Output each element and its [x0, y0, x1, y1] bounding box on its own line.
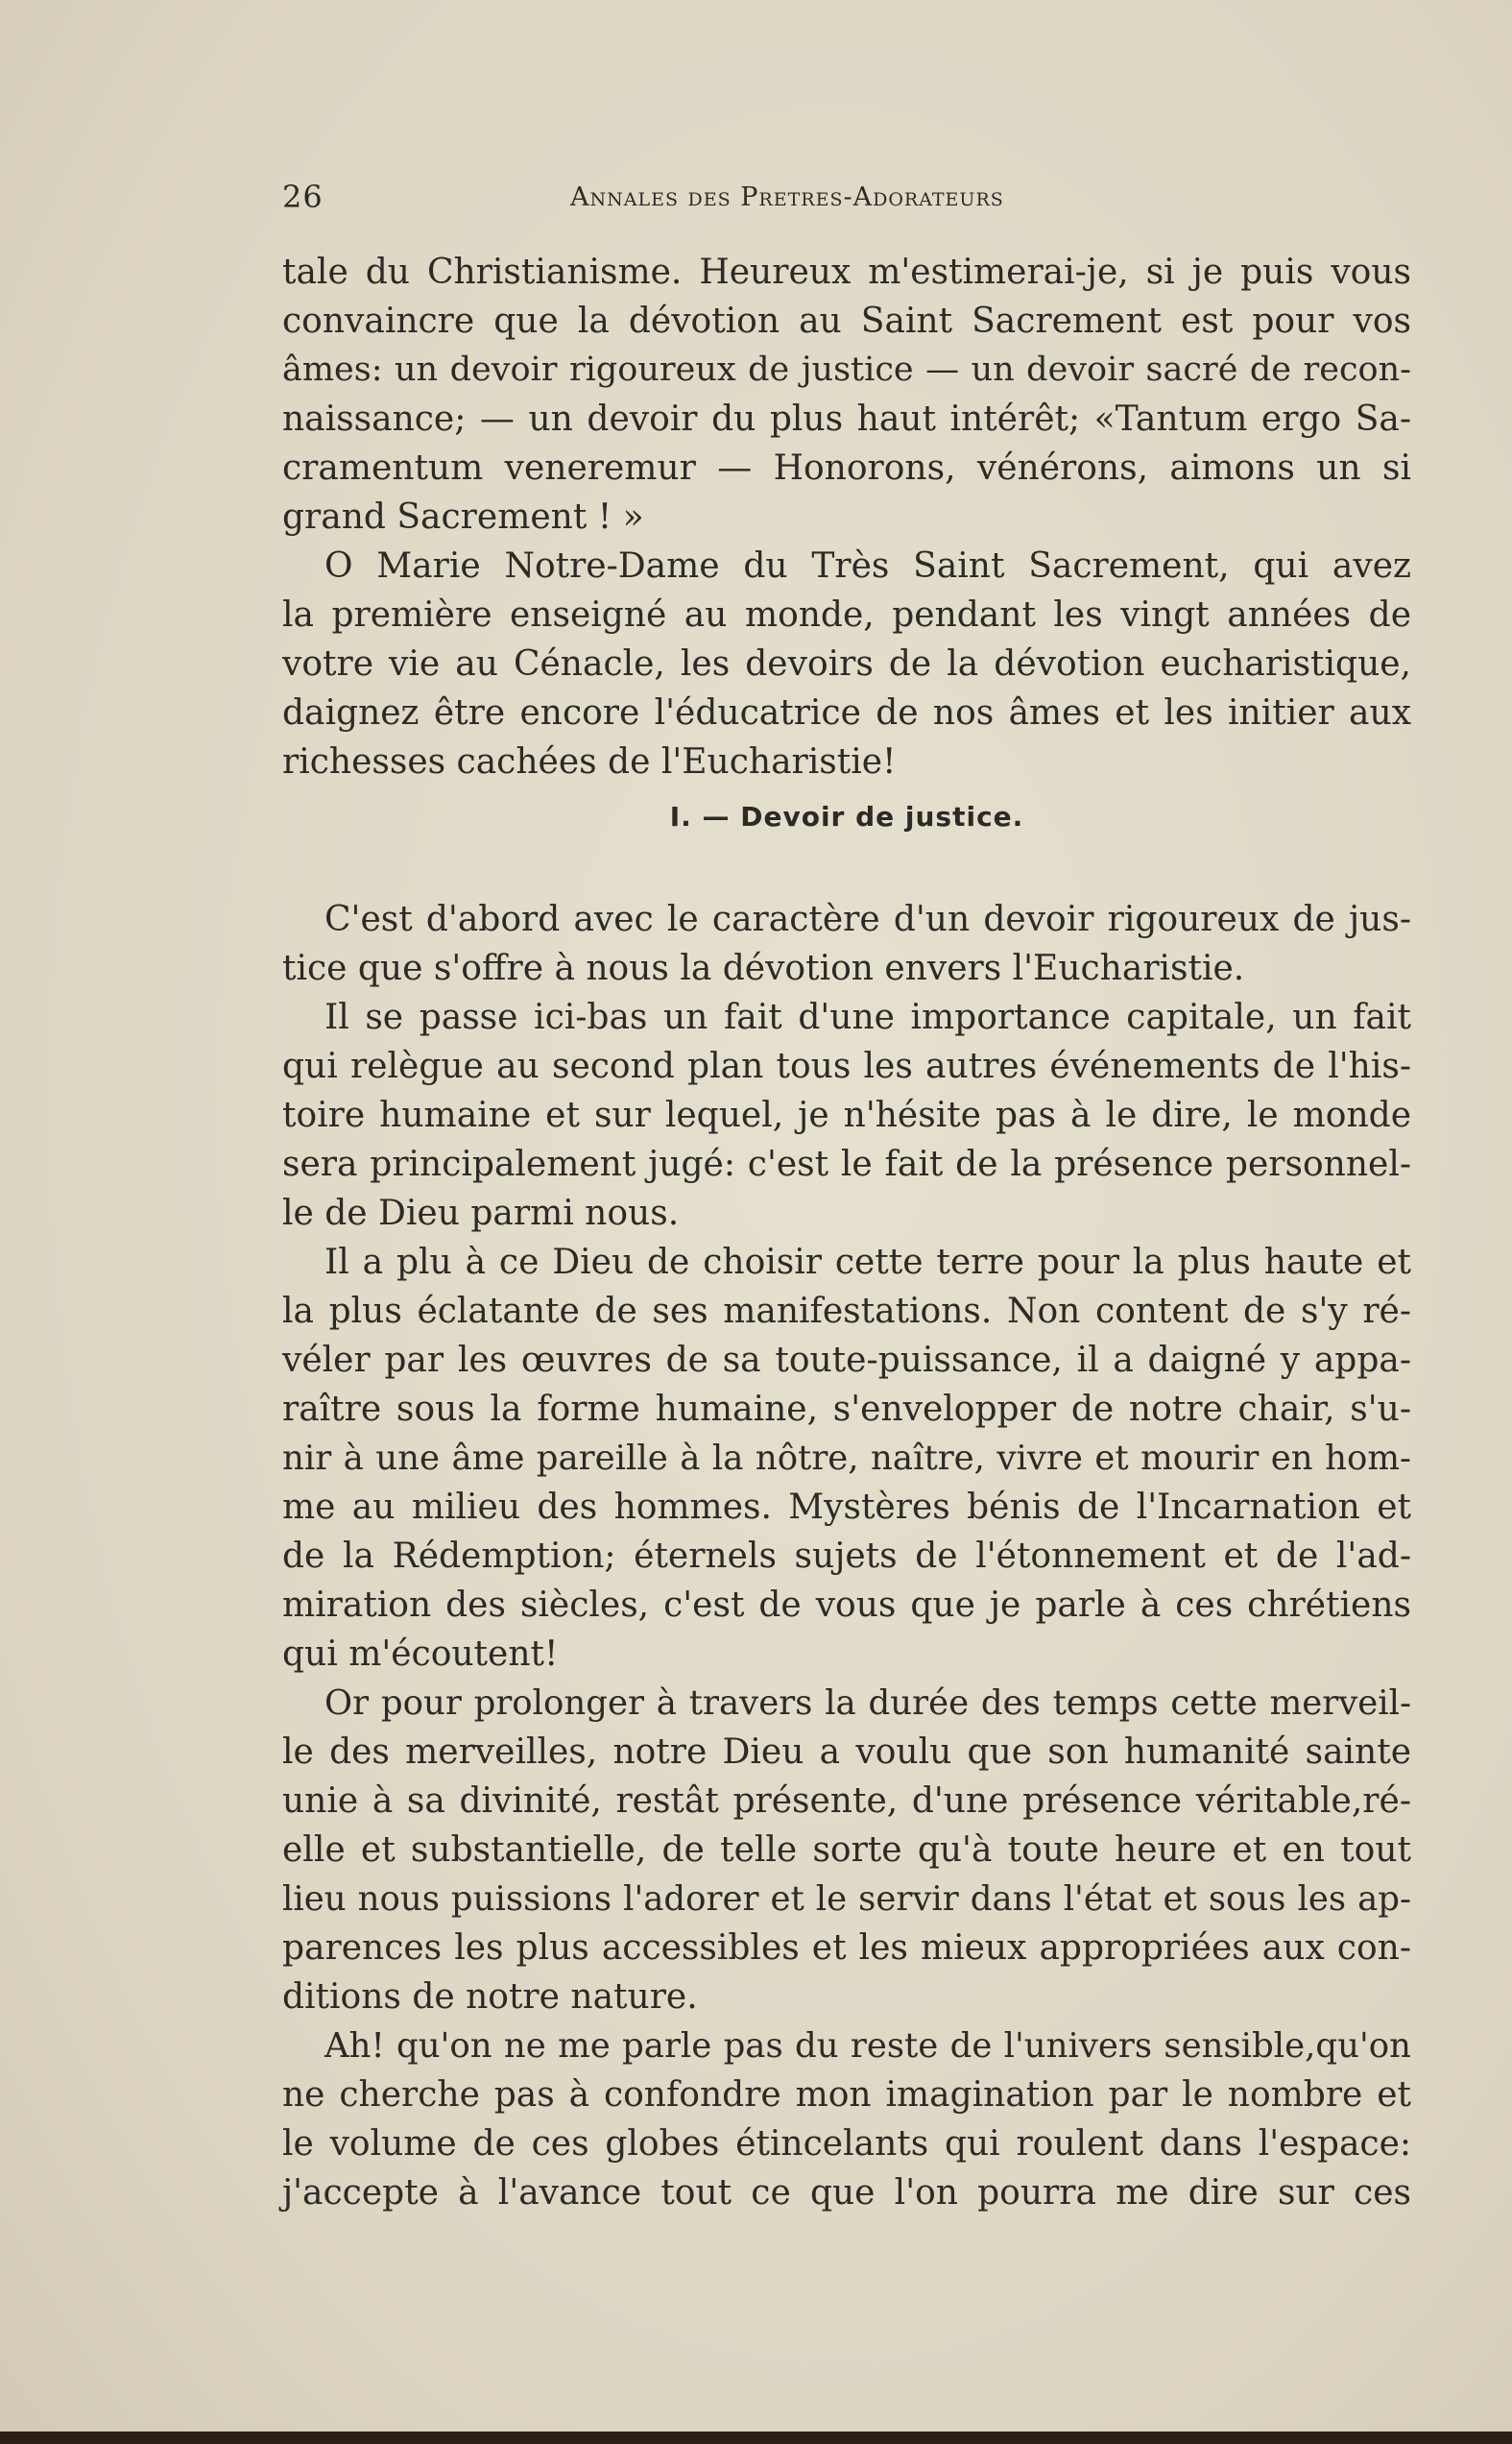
text-line: j'accepte à l'avance tout ce que l'on pourra me dire sur ces [282, 2173, 1411, 2213]
text-line: grand Sacrement ! » [282, 497, 644, 537]
text-line: naissance; — un devoir du plus haut intérêt; «Tantum ergo Sa- [282, 399, 1411, 439]
text-line: richesses cachées de l'Eucharistie! [282, 742, 897, 782]
text-line: tale du Christianisme. Heureux m'estimerai-je, si je puis vous [282, 253, 1411, 292]
paragraph [282, 542, 1411, 786]
running-title: Annales des Pretres-Adorateurs [570, 182, 1004, 212]
text-line: votre vie au Cénacle, les devoirs de la dévotion eucharistique, [282, 644, 1411, 684]
text-line: qui m'écoutent! [282, 1634, 559, 1674]
paragraph [282, 1679, 1411, 2021]
text-line: Il se passe ici-bas un fait d'une importance capitale, un fait [324, 998, 1411, 1037]
text-line: de la Rédemption; éternels sujets de l'étonnement et de l'ad- [282, 1537, 1411, 1576]
paragraph [282, 2021, 1411, 2217]
text-line: miration des siècles, c'est de vous que je parle à ces chrétiens [282, 1585, 1411, 1625]
text-line: tice que s'offre à nous la dévotion envers l'Eucharistie. [282, 949, 1245, 988]
text-line: unie à sa divinité, restât présente, d'une présence véritable,ré- [282, 1781, 1411, 1821]
paragraph [282, 1238, 1411, 1679]
text-line: daignez être encore l'éducatrice de nos âmes et les initier aux [282, 693, 1411, 733]
text-line: convaincre que la dévotion au Saint Sacrement est pour vos [282, 302, 1411, 341]
text-line: nir à une âme pareille à la nôtre, naître, vivre et mourir en hom- [282, 1439, 1411, 1478]
text-line: Ah! qu'on ne me parle pas du reste de l'univers sensible,qu'on [324, 2026, 1411, 2066]
text-line: le volume de ces globes étincelants qui roulent dans l'espace: [282, 2124, 1411, 2164]
page-number: 26 [282, 179, 324, 215]
text-line: qui relègue au second plan tous les autres événements de l'his- [282, 1047, 1411, 1086]
text-line: raître sous la forme humaine, s'envelopper de notre chair, s'u- [282, 1390, 1411, 1429]
text-line: ditions de notre nature. [282, 1977, 698, 2017]
text-line: O Marie Notre-Dame du Très Saint Sacrement, qui avez [324, 546, 1411, 586]
page-header [282, 179, 1411, 221]
text-line: Or pour prolonger à travers la durée des temps cette merveil- [324, 1683, 1411, 1723]
paragraph [282, 248, 1411, 542]
paragraph [282, 895, 1411, 993]
text-line: me au milieu des hommes. Mystères bénis de l'Incarnation et [282, 1488, 1411, 1527]
text-line: âmes: un devoir rigoureux de justice — un devoir sacré de recon- [282, 351, 1411, 389]
text-line: Il a plu à ce Dieu de choisir cette terre pour la plus haute et [324, 1243, 1411, 1282]
text-line: le de Dieu parmi nous. [282, 1194, 680, 1233]
text-line: C'est d'abord avec le caractère d'un devoir rigoureux de jus- [324, 900, 1411, 939]
page-edge-shadow [0, 2432, 1512, 2444]
text-line: sera principalement jugé: c'est le fait de la présence personnel- [282, 1145, 1411, 1184]
paragraph [282, 993, 1411, 1238]
text-line: la plus éclatante de ses manifestations. Non content de s'y ré- [282, 1292, 1411, 1331]
text-line: toire humaine et sur lequel, je n'hésite pas à le dire, le monde [282, 1096, 1411, 1135]
text-line: la première enseigné au monde, pendant les vingt années de [282, 595, 1411, 635]
page-body [282, 248, 1411, 2217]
text-line: elle et substantielle, de telle sorte qu'à toute heure et en tout [282, 1830, 1411, 1870]
text-line: lieu nous puissions l'adorer et le servir dans l'état et sous les ap- [282, 1879, 1411, 1919]
section-heading: I. — Devoir de justice. [669, 801, 1024, 833]
text-line: cramentum veneremur — Honorons, vénérons, aimons un si [282, 448, 1411, 488]
text-line: parences les plus accessibles et les mieux appropriées aux con- [282, 1928, 1411, 1968]
text-line: le des merveilles, notre Dieu a voulu que son humanité sainte [282, 1732, 1411, 1772]
text-line: véler par les œuvres de sa toute-puissance, il a daigné y appa- [282, 1341, 1411, 1380]
text-line: ne cherche pas à confondre mon imagination par le nombre et [282, 2075, 1411, 2115]
